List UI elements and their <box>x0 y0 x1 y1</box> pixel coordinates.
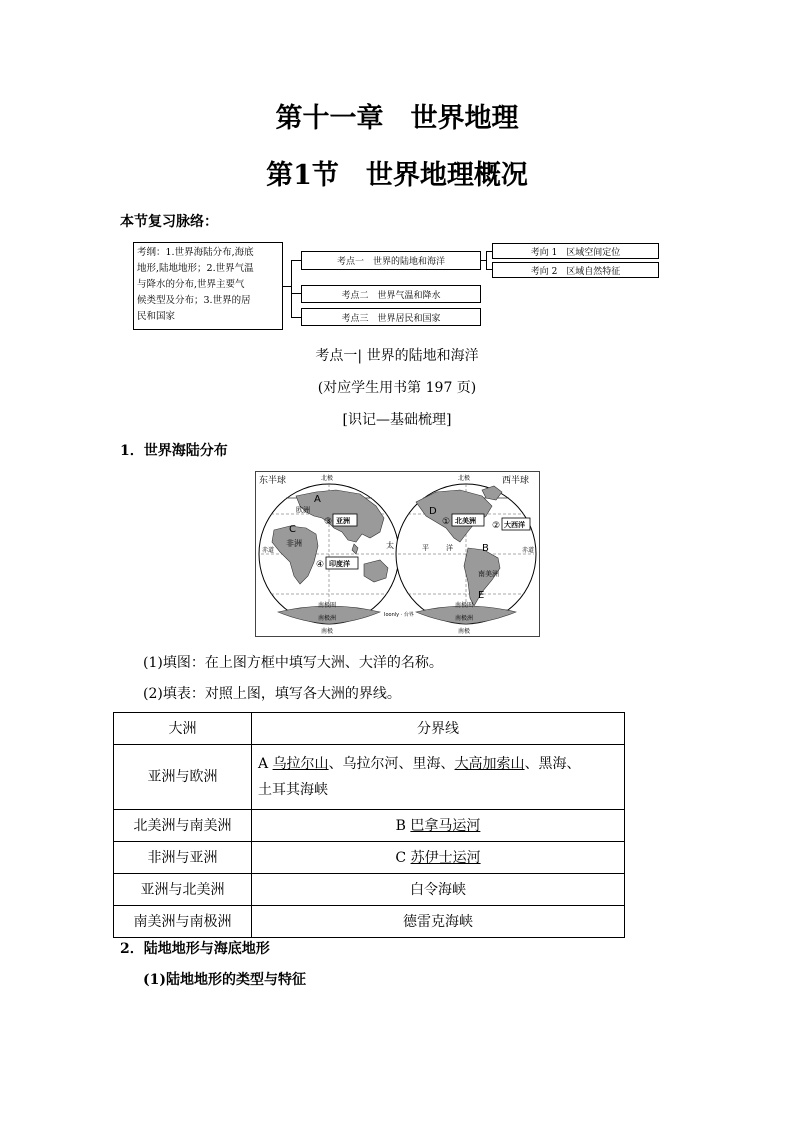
syllabus-box <box>133 242 283 330</box>
question-2: (2)填表：对照上图，填写各大洲的界线。 <box>143 686 401 702</box>
box-north-america-label: 北美洲 <box>455 517 476 525</box>
east-hemisphere-label: 东半球 <box>259 476 287 486</box>
topic-title: 考点一| 世界的陆地和海洋 <box>315 348 479 364</box>
header-boundary: 分界线 <box>252 713 625 745</box>
south-circle-east: 南极圈 <box>318 602 337 609</box>
cell-continent: 北美洲与南美洲 <box>114 810 252 842</box>
pacific-tai: 太 <box>386 541 394 550</box>
pacific-yang: 洋 <box>446 544 453 552</box>
row-text: 土耳其海峡 <box>258 782 328 798</box>
box-asia-label: 亚洲 <box>336 517 350 525</box>
page-reference: (对应学生用书第 197 页) <box>317 380 477 396</box>
north-pole-east: 北极 <box>321 475 334 482</box>
answer-panama-canal: 巴拿马运河 <box>410 817 481 834</box>
europe-label: 欧洲 <box>296 506 310 514</box>
letter-b: B <box>482 543 489 554</box>
south-pole-east: 南极 <box>321 628 334 635</box>
topic-2-box: 考点二 世界气温和降水 <box>301 285 481 303</box>
item1-heading: 1．世界海陆分布 <box>120 443 228 459</box>
world-map <box>255 471 540 637</box>
map-credit: Ioonly · 台界 <box>384 612 414 618</box>
cell-boundary <box>252 810 625 842</box>
cell-continent: 非洲与亚洲 <box>114 842 252 874</box>
syllabus-line: 考纲：1.世界海陆分布,海底 <box>137 247 254 258</box>
table-header-row <box>114 713 625 745</box>
table-row <box>114 842 625 874</box>
topic-3-box: 考点三 世界居民和国家 <box>301 308 481 326</box>
answer-caucasus: 大高加索山 <box>454 756 525 772</box>
equator-label-east: 赤道 <box>262 547 275 554</box>
table-row <box>114 745 625 810</box>
row-letter: B <box>395 817 411 834</box>
row-text: 、乌拉尔河、里海、 <box>328 756 455 772</box>
section-title: 第1节 世界地理概况 <box>266 160 528 191</box>
marker-1: ① <box>442 517 451 527</box>
equator-label-west: 赤道 <box>522 547 535 554</box>
continent-boundary-table <box>113 712 625 938</box>
letter-c: C <box>289 524 296 535</box>
cell-continent: 南美洲与南极洲 <box>114 906 252 938</box>
letter-e: E <box>478 590 485 601</box>
syllabus-line: 民和国家 <box>137 311 176 322</box>
row-letter: A <box>258 756 273 772</box>
south-pole-west: 南极 <box>458 628 471 635</box>
north-pole-west: 北极 <box>458 475 471 482</box>
marker-3: ③ <box>324 517 333 527</box>
syllabus-line: 候类型及分布；3.世界的居 <box>137 295 251 306</box>
south-circle-west: 南极圈 <box>455 602 474 609</box>
item2-sub: (1)陆地地形的类型与特征 <box>143 972 306 988</box>
cell-continent: 亚洲与北美洲 <box>114 874 252 906</box>
west-hemisphere-label: 西半球 <box>502 476 530 486</box>
outline-heading: 本节复习脉络： <box>120 214 218 230</box>
south-america-label: 南美洲 <box>478 570 499 578</box>
cell-boundary <box>252 842 625 874</box>
syllabus-line: 与降水的分布,世界主要气 <box>137 279 245 290</box>
table-row <box>114 810 625 842</box>
antarctica-east-label: 南极洲 <box>318 615 337 622</box>
table-row <box>114 874 625 906</box>
box-atlantic-label: 大西洋 <box>504 521 525 529</box>
connector <box>291 260 301 261</box>
marker-4: ④ <box>316 560 325 570</box>
cell-continent: 亚洲与欧洲 <box>114 745 252 810</box>
connector <box>291 317 301 318</box>
letter-d: D <box>429 506 437 517</box>
cell-boundary <box>252 745 625 810</box>
marker-2: ② <box>492 521 501 531</box>
chapter-title: 第十一章 世界地理 <box>275 103 519 134</box>
row-text: 、黑海、 <box>524 756 581 772</box>
table-row <box>114 906 625 938</box>
syllabus-line: 地形,陆地地形；2.世界气温 <box>137 263 254 274</box>
question-1: (1)填图：在上图方框中填写大洲、大洋的名称。 <box>143 655 443 671</box>
cell-boundary: 白令海峡 <box>252 874 625 906</box>
subtopic-2-box: 考向 2 区域自然特征 <box>492 262 659 278</box>
item2-heading: 2．陆地地形与海底地形 <box>120 941 270 957</box>
box-indian-label: 印度洋 <box>329 560 350 568</box>
world-map-drawing <box>256 472 539 636</box>
connector <box>283 286 291 287</box>
connector <box>291 293 301 294</box>
cell-boundary: 德雷克海峡 <box>252 906 625 938</box>
pacific-ping: 平 <box>422 544 429 552</box>
connector <box>486 251 487 269</box>
section-tag: [识记—基础梳理] <box>342 412 452 428</box>
subtopic-1-box: 考向 1 区域空间定位 <box>492 243 659 259</box>
connector <box>291 260 292 317</box>
answer-ural-mountains: 乌拉尔山 <box>272 756 329 772</box>
topic-1-box: 考点一 世界的陆地和海洋 <box>301 251 481 270</box>
row-letter: C <box>395 849 411 866</box>
letter-a: A <box>314 494 321 505</box>
answer-suez-canal: 苏伊士运河 <box>410 849 481 866</box>
antarctica-west-label: 南极洲 <box>455 615 474 622</box>
africa-label: 非洲 <box>286 539 302 548</box>
header-continent: 大洲 <box>114 713 252 745</box>
